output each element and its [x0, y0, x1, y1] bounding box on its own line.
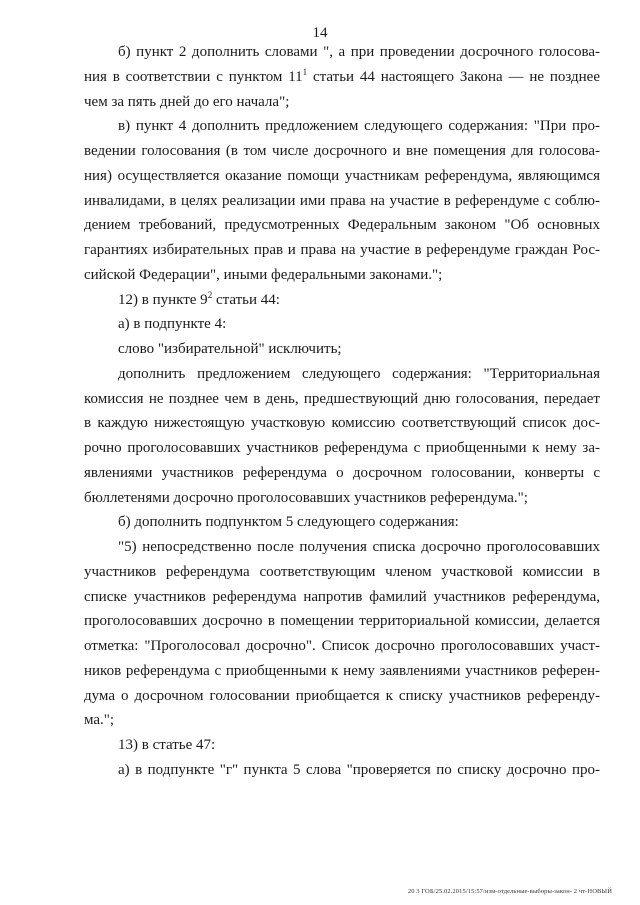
- text-line: [84, 708, 600, 733]
- superscript: 2: [207, 289, 213, 300]
- text-line: [84, 411, 600, 436]
- text-line: [84, 560, 600, 585]
- text-line: [84, 362, 600, 387]
- text-segment: "5) непосредственно после получения списка досрочно проголосовавших: [118, 539, 600, 555]
- text-line: [84, 585, 600, 610]
- text-line: [84, 139, 600, 164]
- text-line: [84, 189, 600, 214]
- text-line: [84, 288, 600, 313]
- text-segment: проголосовавших досрочно в помещении территориальной комиссии, делается: [84, 613, 600, 630]
- text-segment: статьи 44 настоящего Закона — не позднее: [307, 68, 600, 85]
- footer-stamp: 20 3 ГОБ/25.02.2015/15:57/изм-отдельные-выборы-закон- 2 чт-НОВЫЙ: [407, 888, 612, 895]
- text-line: [84, 436, 600, 461]
- text-line: [84, 510, 600, 535]
- text-line: [84, 40, 600, 65]
- text-segment: ников референдума с приобщенными к нему заявлениями участников референ-: [84, 662, 600, 679]
- text-segment: дением требований, предусмотренных Федеральным законом "Об основных: [84, 217, 600, 234]
- text-line: [84, 758, 600, 783]
- text-line: [84, 164, 600, 189]
- text-line: [84, 114, 600, 139]
- text-line: [84, 65, 600, 90]
- text-segment: в каждую нижестоящую участковую комиссию соответствующий список дос-: [84, 415, 600, 432]
- text-line: [84, 461, 600, 486]
- text-segment: отметка: "Проголосовал досрочно". Список досрочно проголосовавших участ-: [84, 638, 600, 654]
- page-number: 14: [312, 25, 328, 41]
- text-line: [84, 535, 600, 560]
- text-line: [84, 387, 600, 412]
- text-segment: чем за пять дней до его начала";: [84, 93, 290, 110]
- text-segment: ведении голосования (в том числе досрочного и вне помещения для голосова-: [84, 143, 600, 159]
- text-segment: 13) в статье 47:: [118, 737, 216, 753]
- text-segment: ния в соответствии с пунктом 11: [84, 68, 303, 85]
- text-segment: 12) в пункте 9: [118, 291, 208, 308]
- text-segment: участников референдума соответствующим членом участковой комиссии в: [84, 563, 600, 580]
- text-segment: сийской Федерации", иными федеральными законами.";: [84, 266, 443, 283]
- text-line: [84, 90, 600, 115]
- text-segment: а) в подпункте "г" пункта 5 слова "проверяется по списку досрочно про-: [118, 761, 600, 778]
- text-line: [84, 263, 600, 288]
- text-segment: гарантиях избирательных прав и права на участие в референдуме граждан Рос-: [84, 242, 600, 258]
- text-segment: ма.";: [84, 712, 115, 729]
- text-segment: дополнить предложением следующего содержания: "Территориальная: [118, 365, 600, 382]
- text-line: [84, 213, 600, 238]
- text-segment: рочно проголосовавших участников референдума с приобщенными к нему за-: [84, 440, 600, 456]
- text-segment: слово "избирательной" исключить;: [118, 341, 342, 357]
- text-line: [84, 684, 600, 709]
- text-line: [84, 337, 600, 362]
- text-segment: б) дополнить подпунктом 5 следующего содержания:: [118, 514, 459, 531]
- text-line: [84, 312, 600, 337]
- text-line: [84, 733, 600, 758]
- superscript: 1: [302, 66, 308, 77]
- text-segment: а) в подпункте 4:: [118, 316, 227, 333]
- text-line: [84, 486, 600, 511]
- text-segment: статьи 44:: [212, 291, 280, 308]
- text-segment: инвалидами, в целях реализации ими права на участие в референдуме с соблю-: [84, 192, 600, 209]
- text-segment: явлениями участников референдума о досрочном голосовании, конверты с: [84, 464, 600, 481]
- text-segment: дума о досрочном голосовании приобщается к списку участников референду-: [84, 687, 600, 704]
- text-segment: ния) осуществляется оказание помощи участникам референдума, являющимся: [84, 167, 600, 184]
- text-segment: б) пункт 2 дополнить словами ", а при проведении досрочного голосова-: [118, 44, 600, 60]
- text-segment: комиссия не позднее чем в день, предшествующий дню голосования, передает: [84, 390, 600, 407]
- document-body: [84, 40, 600, 783]
- text-segment: в) пункт 4 дополнить предложением следующего содержания: "При про-: [118, 118, 600, 135]
- text-line: [84, 609, 600, 634]
- text-line: [84, 634, 600, 659]
- text-line: [84, 659, 600, 684]
- text-segment: бюллетенями досрочно проголосовавших участников референдума.";: [84, 489, 528, 506]
- text-segment: списке участников референдума напротив фамилий участников референдума,: [84, 588, 600, 605]
- text-line: [84, 238, 600, 263]
